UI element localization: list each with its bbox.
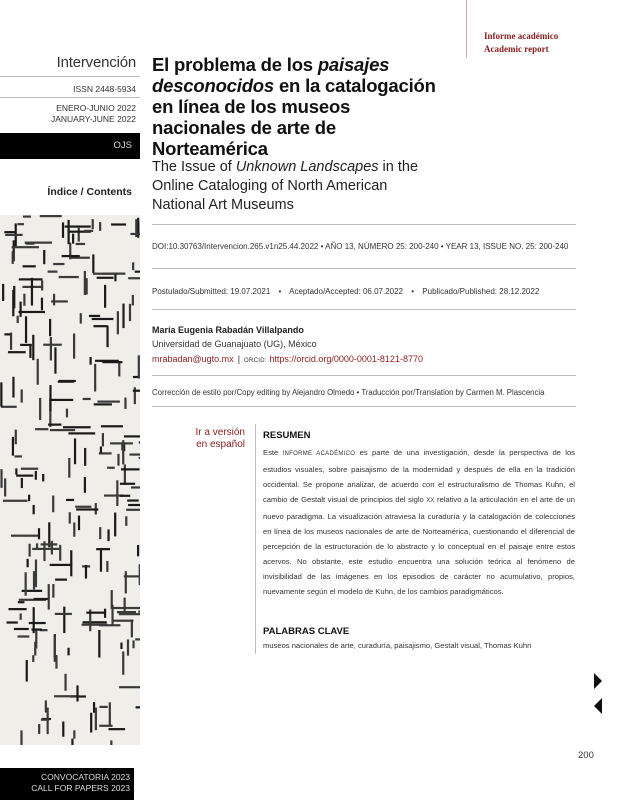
artwork-stroke — [86, 612, 105, 614]
artwork-stroke — [27, 559, 29, 567]
artwork-stroke — [73, 333, 75, 358]
artwork-stroke — [51, 541, 53, 555]
artwork-stroke — [21, 389, 23, 402]
artwork-stroke — [33, 505, 35, 514]
artwork-stroke — [100, 446, 102, 452]
artwork-stroke — [28, 495, 30, 501]
artwork-stroke — [8, 351, 26, 353]
artwork-stroke — [124, 598, 126, 612]
artwork-stroke — [114, 513, 116, 537]
artwork-stroke — [41, 298, 43, 311]
artwork-stroke — [31, 278, 33, 306]
artwork-stroke — [20, 730, 22, 745]
title-en-part: The Issue of — [152, 159, 236, 175]
artwork-stroke — [114, 274, 116, 281]
artwork-stroke — [99, 624, 120, 626]
period-en: JANUARY-JUNE 2022 — [50, 114, 136, 124]
artwork-stroke — [138, 355, 140, 378]
artwork-stroke — [121, 468, 140, 470]
ojs-button[interactable] — [0, 133, 140, 159]
artwork-stroke — [135, 271, 140, 273]
date-submitted: Postulado/Submitted: 19.07.2021 — [152, 287, 271, 296]
artwork-stroke — [48, 424, 61, 426]
artwork-stroke — [133, 390, 140, 392]
artwork-stroke — [54, 636, 56, 662]
artwork-stroke — [110, 442, 133, 444]
artwork-stroke — [35, 428, 48, 430]
artwork-stroke — [43, 250, 45, 264]
artwork-stroke — [125, 571, 127, 593]
artwork-stroke — [112, 620, 133, 622]
artwork-stroke — [72, 234, 74, 244]
artwork-stroke — [78, 228, 80, 242]
artwork-stroke — [95, 360, 119, 362]
date-separator: • — [411, 287, 415, 296]
left-sidebar — [0, 0, 140, 800]
cover-artwork — [0, 215, 140, 745]
abstract-smallcaps: INFORME ACADÉMICO — [282, 451, 356, 457]
article-title-en — [152, 158, 442, 215]
artwork-stroke — [29, 544, 31, 557]
artwork-stroke — [0, 382, 2, 406]
artwork-stroke — [53, 263, 64, 265]
date-published: Publicado/Published: 28.12.2022 — [422, 287, 540, 296]
artwork-stroke — [12, 377, 14, 398]
period-es: ENERO-JUNIO 2022 — [56, 103, 136, 113]
abstract-text-part: es parte de una investigación, desde la perspectiva de los estudios visuales, sobre paisajismo de la modernidad y después de ella en la tradición occidental. Se propone analizar, de acuerdo con el estructuralismo de Thomas Kuhn, el cambio de Gestalt visual de principios del siglo — [263, 448, 575, 504]
artwork-stroke — [136, 706, 140, 708]
artwork-stroke — [47, 708, 49, 735]
artwork-stroke — [14, 628, 29, 630]
artwork-stroke — [15, 468, 17, 474]
artwork-stroke — [80, 313, 82, 323]
artwork-stroke — [17, 223, 24, 225]
cfp-es: CONVOCATORIA 2023 — [41, 772, 130, 782]
artwork-stroke — [102, 433, 104, 446]
dates-line — [152, 287, 539, 296]
artwork-stroke — [116, 480, 118, 506]
ojs-label: OJS — [113, 140, 132, 151]
abstract-divider — [255, 424, 256, 654]
artwork-stroke — [16, 475, 33, 477]
artwork-stroke — [12, 251, 14, 264]
index-contents-link[interactable]: Índice / Contents — [47, 186, 132, 198]
artwork-stroke — [21, 468, 38, 470]
artwork-stroke — [42, 474, 44, 481]
artwork-stroke — [69, 512, 71, 523]
artwork-stroke — [124, 398, 126, 409]
artwork-stroke — [17, 316, 19, 323]
artwork-stroke — [107, 467, 115, 469]
artwork-stroke — [8, 608, 26, 610]
artwork-stroke — [99, 706, 107, 708]
author-contact — [152, 354, 423, 364]
artwork-stroke — [126, 509, 140, 511]
artwork-stroke — [55, 613, 72, 615]
artwork-stroke — [59, 545, 61, 561]
title-es-part: El problema de los — [152, 54, 318, 75]
artwork-stroke — [118, 363, 120, 376]
artwork-stroke — [122, 304, 124, 329]
next-page-arrow-icon[interactable] — [594, 673, 602, 689]
artwork-stroke — [18, 601, 25, 603]
artwork-stroke — [4, 231, 15, 233]
artwork-stroke — [19, 278, 43, 280]
artwork-stroke — [104, 285, 106, 308]
artwork-stroke — [18, 635, 30, 637]
artwork-stroke — [38, 528, 40, 539]
artwork-stroke — [131, 619, 133, 637]
artwork-stroke — [107, 529, 109, 541]
artwork-stroke — [85, 565, 87, 579]
artwork-stroke — [62, 722, 64, 737]
artwork-stroke — [63, 607, 65, 633]
artwork-stroke — [93, 273, 118, 275]
artwork-stroke — [49, 385, 51, 411]
artwork-stroke — [76, 685, 78, 701]
artwork-stroke — [23, 265, 36, 267]
artwork-stroke — [32, 335, 34, 360]
author-affiliation: Universidad de Guanajuato (UG), México — [152, 339, 317, 349]
artwork-stroke — [117, 611, 136, 613]
artwork-stroke — [36, 543, 38, 550]
credits-line: Corrección de estilo por/Copy editing by Alejandro Olmedo • Traducción por/Translation by Carmen M. Plascencia — [152, 388, 545, 397]
artwork-stroke — [52, 496, 54, 513]
contact-separator: | — [237, 354, 241, 364]
artwork-stroke — [41, 281, 43, 291]
artwork-stroke — [38, 724, 40, 734]
artwork-stroke — [54, 347, 56, 373]
artwork-stroke — [48, 271, 58, 273]
artwork-stroke — [111, 605, 113, 625]
artwork-stroke — [40, 215, 62, 217]
divider — [0, 97, 140, 98]
artwork-stroke — [124, 575, 140, 577]
artwork-stroke — [83, 621, 107, 623]
doi-line: DOI:10.30763/Intervencion.265.v1n25.44.2022 • AÑO 13, NÚMERO 25: 200-240 • YEAR 13, ISSUE NO. 25: 200-240 — [152, 242, 569, 251]
cover-artwork-image — [0, 215, 140, 745]
artwork-stroke — [93, 325, 107, 327]
artwork-stroke — [66, 499, 74, 501]
artwork-stroke — [129, 304, 131, 321]
title-es-emphasis: paisajes desconocidos — [152, 54, 390, 96]
title-en-emphasis: Unknown Landscapes — [235, 159, 379, 175]
artwork-stroke — [99, 222, 101, 231]
artwork-stroke — [100, 549, 102, 572]
artwork-stroke — [99, 527, 101, 539]
page-number: 200 — [578, 750, 594, 761]
artwork-stroke — [111, 223, 126, 225]
artwork-stroke — [139, 441, 140, 443]
artwork-stroke — [96, 548, 110, 550]
issn: ISSN 2448-5934 — [73, 84, 136, 94]
artwork-stroke — [131, 486, 140, 488]
divider — [152, 406, 576, 407]
artwork-stroke — [84, 230, 93, 232]
artwork-stroke — [11, 535, 38, 537]
call-for-papers-button[interactable] — [0, 768, 134, 800]
artwork-stroke — [13, 286, 15, 308]
artwork-stroke — [43, 344, 62, 346]
artwork-stroke — [119, 686, 140, 688]
artwork-stroke — [20, 302, 22, 317]
lang-link-line: Ir a versión — [195, 427, 245, 438]
artwork-stroke — [48, 584, 50, 609]
artwork-stroke — [39, 398, 41, 420]
artwork-stroke — [110, 740, 112, 745]
artwork-stroke — [139, 564, 140, 585]
artwork-stroke — [50, 429, 75, 431]
artwork-stroke — [74, 438, 76, 464]
artwork-stroke — [20, 613, 22, 619]
keywords-list: museos nacionales de arte, curaduría, paisajismo, Gestalt visual, Thomas Kuhn — [263, 641, 532, 650]
artwork-stroke — [90, 713, 92, 733]
artwork-stroke — [35, 471, 37, 480]
artwork-stroke — [70, 550, 72, 576]
artwork-stroke — [26, 243, 35, 245]
artwork-stroke — [62, 255, 80, 257]
artwork-stroke — [55, 579, 67, 581]
artwork-stroke — [53, 294, 55, 306]
artwork-stroke — [64, 674, 66, 691]
artwork-stroke — [12, 437, 14, 456]
artwork-stroke — [21, 478, 23, 488]
artwork-stroke — [15, 430, 17, 445]
artwork-stroke — [51, 300, 68, 302]
lang-link-line: en español — [196, 439, 245, 450]
artwork-stroke — [101, 425, 123, 427]
artwork-stroke — [137, 545, 139, 556]
artwork-stroke — [33, 571, 35, 589]
artwork-stroke — [68, 458, 70, 478]
title-en-part: in the Online Cataloging of North American National Art Museums — [152, 159, 419, 213]
artwork-stroke — [3, 500, 28, 502]
artwork-stroke — [73, 522, 75, 536]
artwork-stroke — [75, 506, 91, 508]
artwork-stroke — [0, 469, 2, 488]
artwork-stroke — [119, 613, 140, 615]
artwork-stroke — [128, 277, 140, 279]
artwork-stroke — [135, 638, 140, 640]
artwork-stroke — [50, 564, 73, 566]
artwork-stroke — [120, 643, 122, 649]
abstract-text-part: relativo a la articulación en el arte de un nuevo paradigma. La visualización atraviesa la curaduría y la catalogación de colecciones en línea de los museos nacionales de arte de Norteamérica, cuestionando el diferencial de percepción de la estructuración de lo abstracto y lo conceptual en el paisaje entre estos acervos. No obstante, este estudio encuentra una solución teórica al fenómeno de invisibilidad de las imágenes en los episodios de carácter no acumulativo, propios, nuevamente según el modelo de Kuhn, de los cambios paradigmáticos. — [263, 495, 575, 596]
prev-page-arrow-icon[interactable] — [594, 698, 602, 714]
artwork-stroke — [127, 639, 129, 655]
artwork-stroke — [5, 234, 22, 236]
artwork-stroke — [94, 403, 112, 405]
keywords-heading: PALABRAS CLAVE — [263, 626, 350, 637]
artwork-stroke — [67, 648, 69, 656]
abstract-heading: RESUMEN — [263, 430, 311, 441]
artwork-stroke — [95, 708, 97, 731]
artwork-stroke — [71, 739, 73, 745]
artwork-stroke — [35, 559, 37, 587]
artwork-stroke — [106, 561, 108, 572]
artwork-stroke — [25, 572, 27, 596]
abstract-smallcaps: XX — [426, 498, 435, 504]
section-divider — [466, 0, 467, 58]
artwork-stroke — [25, 316, 27, 343]
cfp-en: CALL FOR PAPERS 2023 — [31, 783, 130, 793]
artwork-stroke — [106, 326, 108, 347]
artwork-stroke — [34, 598, 49, 600]
artwork-stroke — [63, 426, 91, 428]
artwork-stroke — [124, 464, 126, 483]
artwork-stroke — [54, 695, 79, 697]
section-label-en: Academic report — [484, 44, 549, 54]
artwork-stroke — [121, 444, 123, 450]
artwork-stroke — [68, 220, 70, 244]
artwork-stroke — [92, 318, 114, 320]
artwork-stroke — [29, 345, 31, 358]
artwork-stroke — [14, 455, 21, 457]
artwork-stroke — [122, 651, 124, 674]
artwork-stroke — [68, 432, 95, 434]
artwork-stroke — [73, 730, 75, 738]
artwork-stroke — [132, 262, 134, 270]
artwork-stroke — [92, 219, 94, 229]
artwork-stroke — [132, 295, 134, 306]
artwork-stroke — [59, 276, 79, 278]
section-label-es: Informe académico — [484, 31, 559, 41]
artwork-stroke — [84, 271, 86, 295]
artwork-stroke — [84, 477, 86, 493]
journal-name: Intervención — [56, 54, 136, 71]
artwork-stroke — [129, 453, 140, 455]
artwork-stroke — [125, 516, 127, 526]
artwork-stroke — [32, 655, 34, 662]
artwork-stroke — [4, 333, 10, 335]
artwork-stroke — [97, 401, 119, 403]
artwork-stroke — [1, 406, 17, 408]
divider — [152, 268, 576, 269]
orcid-label: ORCID: — [244, 358, 267, 364]
artwork-stroke — [97, 277, 114, 279]
divider — [152, 309, 576, 310]
artwork-stroke — [26, 660, 28, 681]
artwork-stroke — [34, 642, 36, 656]
artwork-stroke — [52, 584, 54, 598]
date-accepted: Aceptado/Accepted: 06.07.2022 — [289, 287, 404, 296]
abstract-text-part: Este — [263, 448, 283, 457]
artwork-stroke — [92, 254, 94, 273]
artwork-stroke — [2, 284, 4, 301]
artwork-stroke — [12, 246, 39, 248]
artwork-stroke — [29, 622, 46, 624]
artwork-stroke — [89, 315, 100, 317]
artwork-stroke — [128, 504, 140, 506]
author-email-link[interactable]: mrabadan@ugto.mx — [152, 354, 234, 364]
artwork-stroke — [4, 478, 6, 496]
artwork-stroke — [78, 516, 80, 531]
artwork-stroke — [66, 409, 68, 418]
artwork-stroke — [41, 543, 58, 545]
artwork-stroke — [117, 311, 119, 334]
artwork-stroke — [122, 440, 124, 464]
artwork-stroke — [139, 457, 140, 459]
artwork-stroke — [117, 454, 119, 466]
orcid-link[interactable]: https://orcid.org/0000-0001-8121-8770 — [269, 354, 423, 364]
artwork-stroke — [50, 337, 52, 360]
divider — [152, 224, 576, 225]
artwork-stroke — [127, 499, 139, 501]
article-title-es — [152, 54, 442, 159]
divider — [0, 76, 140, 77]
artwork-stroke — [18, 311, 45, 313]
title-es-part: en la catalogación en línea de los museos nacionales de arte de Norteamérica — [152, 75, 436, 159]
artwork-stroke — [23, 294, 25, 306]
author-name: María Eugenia Rabadán Villalpando — [152, 325, 304, 335]
artwork-stroke — [89, 357, 91, 365]
artwork-stroke — [113, 607, 140, 609]
artwork-stroke — [109, 702, 111, 726]
artwork-stroke — [31, 628, 41, 630]
artwork-stroke — [108, 728, 125, 730]
artwork-stroke — [59, 380, 76, 382]
artwork-stroke — [135, 219, 137, 237]
artwork-stroke — [132, 640, 134, 648]
artwork-stroke — [94, 364, 96, 392]
artwork-stroke — [83, 398, 91, 400]
artwork-stroke — [120, 495, 130, 497]
artwork-stroke — [23, 215, 31, 217]
abstract-text — [263, 445, 575, 599]
artwork-stroke — [62, 222, 64, 237]
issue-period — [51, 103, 136, 125]
date-separator: • — [278, 287, 282, 296]
artwork-stroke — [120, 483, 135, 485]
artwork-stroke — [124, 435, 140, 437]
divider — [152, 375, 576, 376]
artwork-stroke — [76, 508, 98, 510]
artwork-stroke — [37, 359, 39, 385]
artwork-stroke — [84, 448, 86, 466]
artwork-stroke — [7, 621, 18, 623]
artwork-stroke — [49, 399, 73, 401]
artwork-stroke — [98, 630, 100, 658]
artwork-stroke — [76, 243, 85, 245]
artwork-stroke — [49, 319, 51, 336]
artwork-stroke — [138, 611, 140, 613]
spanish-version-link[interactable] — [175, 427, 245, 451]
